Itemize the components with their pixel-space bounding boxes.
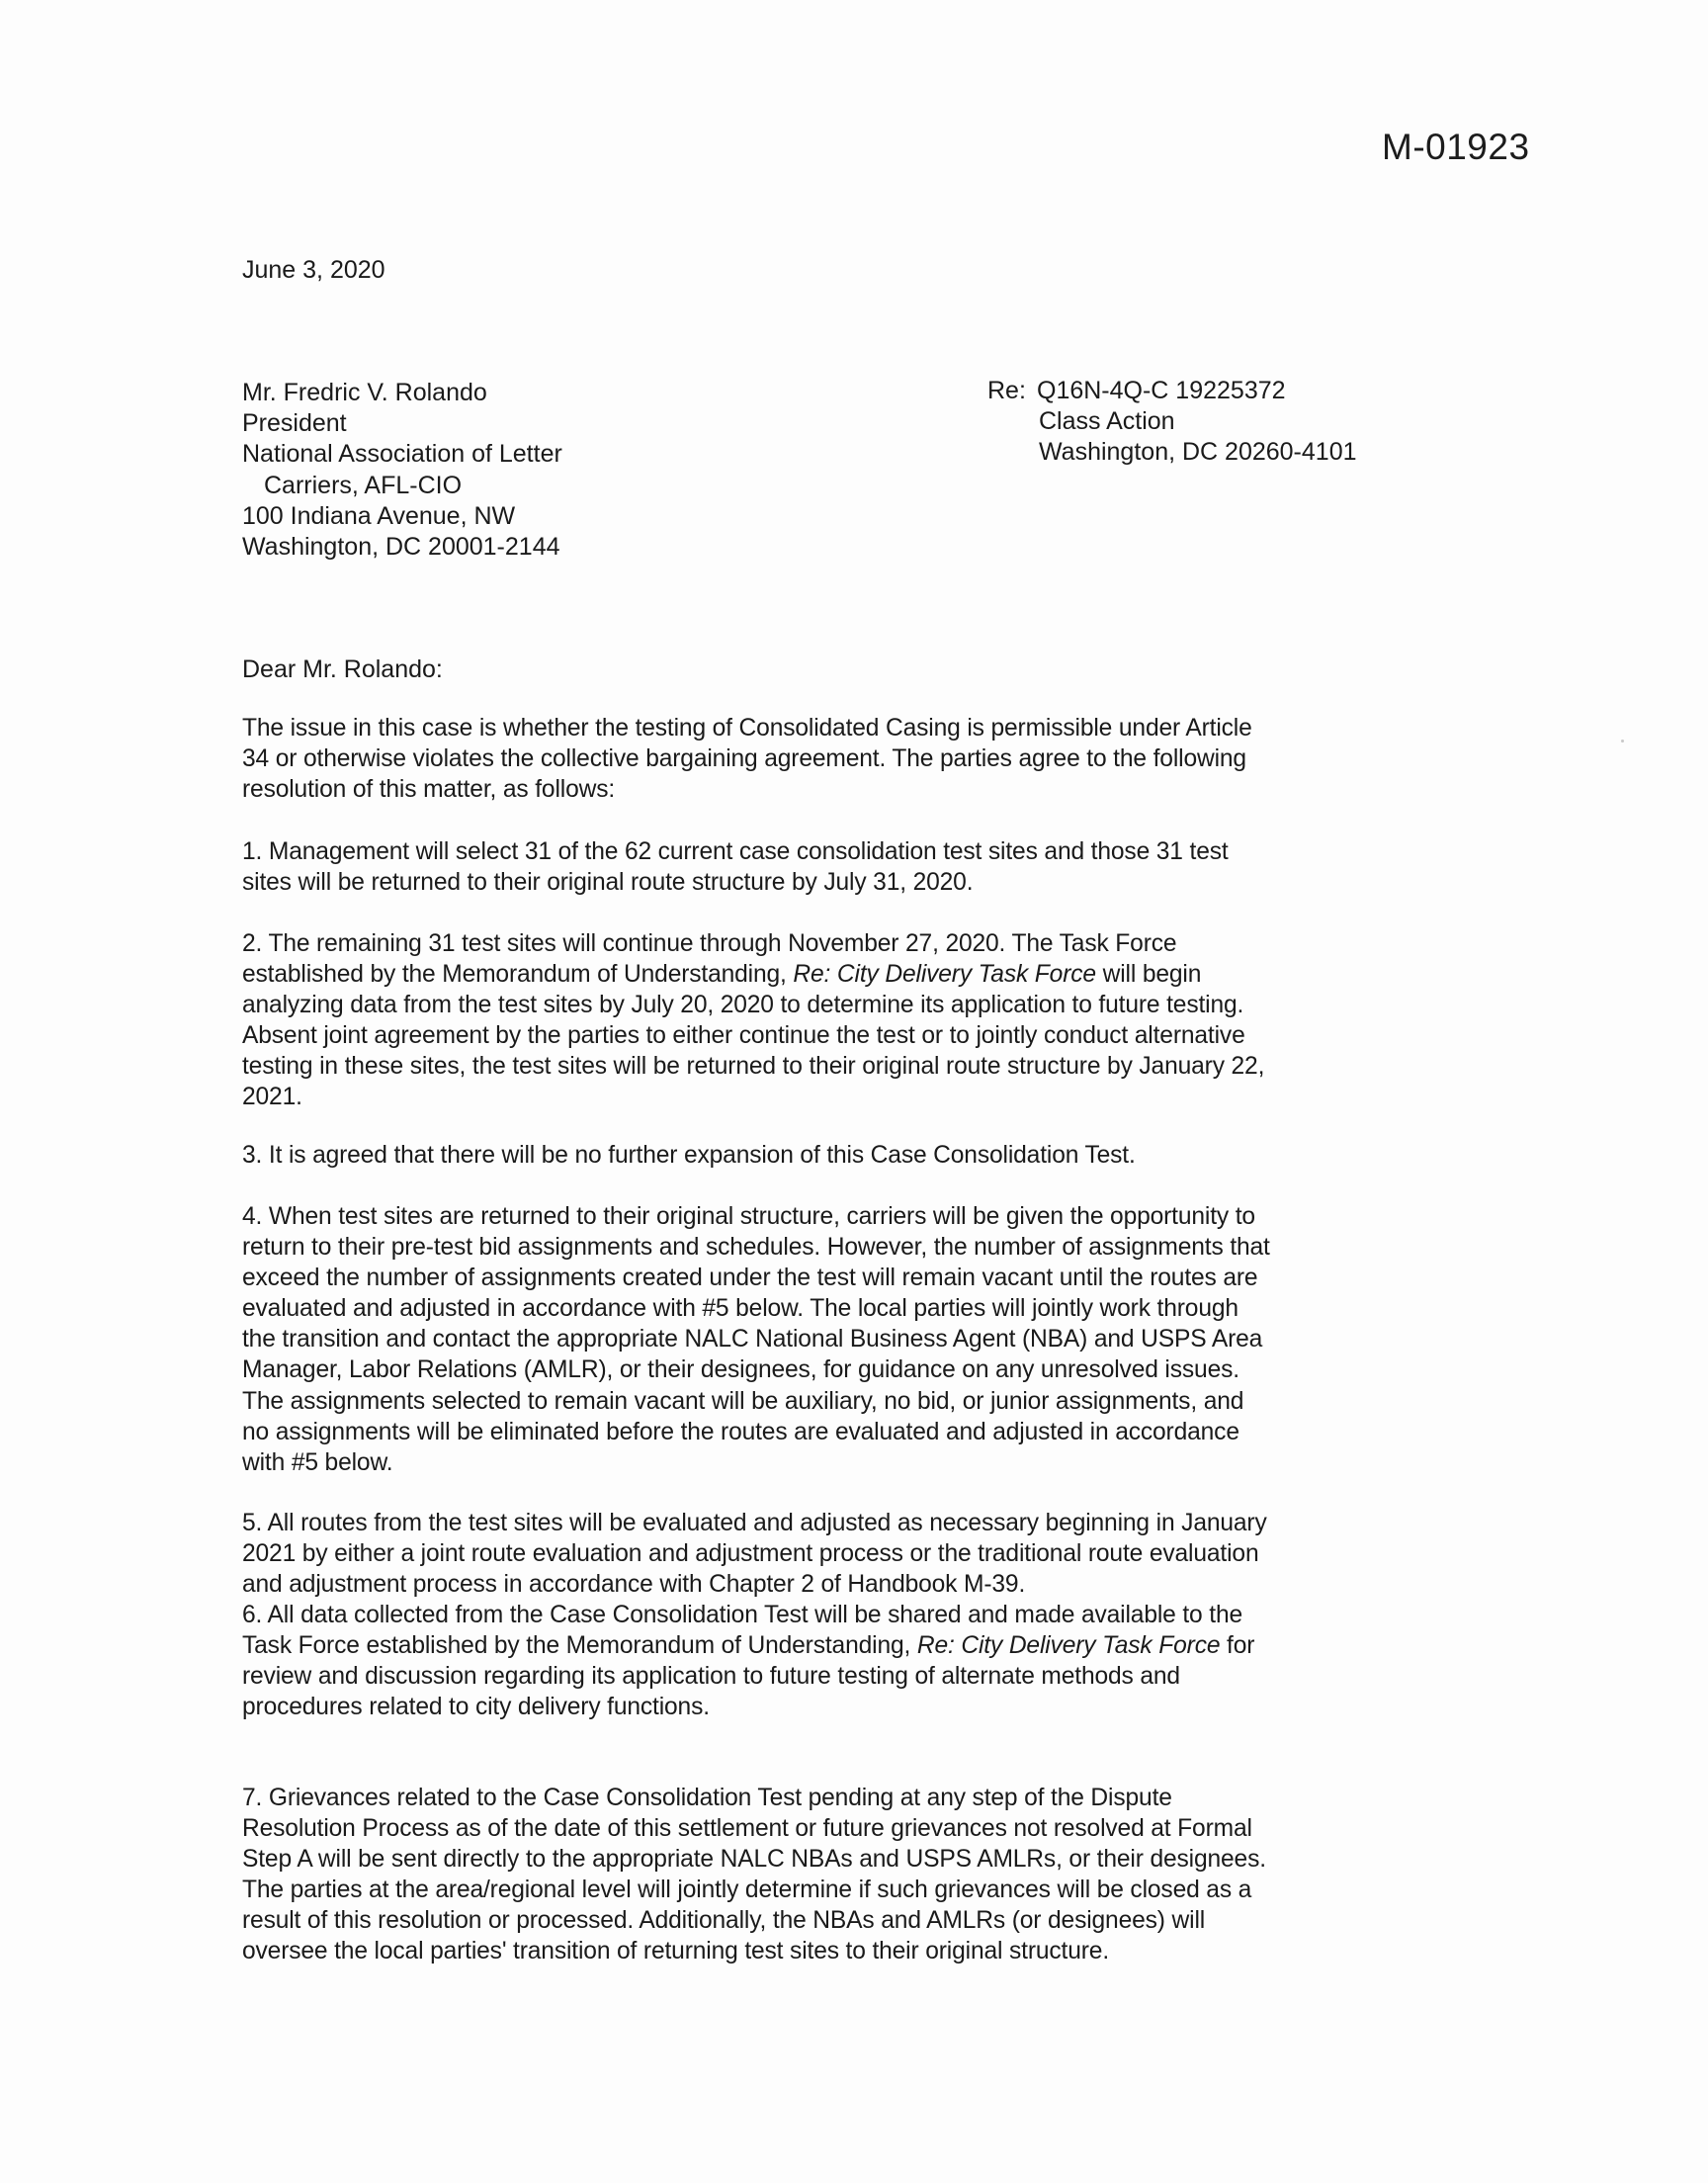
text-line: and adjustment process in accordance with Chapter 2 of Handbook M-39. (242, 1571, 1026, 1599)
text-line: exceed the number of assignments created under the test will remain vacant until the routes are (242, 1265, 1258, 1292)
text-line (242, 1630, 1453, 1661)
text-segment: established by the Memorandum of Understanding, (242, 961, 794, 989)
re-location: Washington, DC 20260-4101 (1039, 438, 1357, 466)
text-line: resolution of this matter, as follows: (242, 776, 616, 804)
salutation: Dear Mr. Rolando: (242, 655, 443, 683)
text-segment: Task Force established by the Memorandum of Understanding, (242, 1632, 917, 1660)
resolution-item-5 (242, 1508, 1453, 1600)
text-line: 2021. (242, 1084, 302, 1111)
text-line: 5. All routes from the test sites will be evaluated and adjusted as necessary beginning in January (242, 1510, 1267, 1536)
text-line: Manager, Labor Relations (AMLR), or their designees, for guidance on any unresolved issues. (242, 1356, 1239, 1384)
text-line: Step A will be sent directly to the appropriate NALC NBAs and USPS AMLRs, or their designees. (242, 1846, 1266, 1874)
text-line: oversee the local parties' transition of returning test sites to their original structure. (242, 1938, 1110, 1965)
text-line: The parties at the area/regional level will jointly determine if such grievances will be closed as a (242, 1877, 1252, 1904)
text-line: the transition and contact the appropriate NALC National Business Agent (NBA) and USPS Area (242, 1326, 1263, 1353)
text-line: 2021 by either a joint route evaluation and adjustment process or the traditional route evaluation (242, 1540, 1259, 1568)
recipient-street: 100 Indiana Avenue, NW (242, 501, 516, 530)
text-line: sites will be returned to their original route structure by July 31, 2020. (242, 869, 974, 897)
resolution-item-2 (242, 928, 1453, 1113)
text-line: 2. The remaining 31 test sites will continue through November 27, 2020. The Task Force (242, 930, 1177, 957)
re-type: Class Action (1039, 407, 1175, 435)
text-line: evaluated and adjusted in accordance with #5 below. The local parties will jointly work through (242, 1295, 1238, 1323)
text-line: review and discussion regarding its application to future testing of alternate methods and (242, 1663, 1180, 1691)
mou-title-italic: Re: City Delivery Task Force (793, 961, 1096, 989)
re-case-number: Q16N-4Q-C 19225372 (1037, 377, 1286, 404)
resolution-item-1 (242, 836, 1453, 898)
text-line: Resolution Process as of the date of this settlement or future grievances not resolved at Formal (242, 1815, 1252, 1843)
recipient-name: Mr. Fredric V. Rolando (242, 379, 487, 406)
resolution-item-3 (242, 1140, 1453, 1171)
recipient-title: President (242, 409, 347, 438)
text-line: 34 or otherwise violates the collective bargaining agreement. The parties agree to the following (242, 745, 1246, 773)
scan-speck (1621, 740, 1624, 742)
letter-date: June 3, 2020 (242, 256, 385, 284)
document-id: M-01923 (1382, 127, 1530, 167)
text-line: return to their pre-test bid assignments and schedules. However, the number of assignments that (242, 1234, 1270, 1262)
text-segment: will begin (1095, 961, 1202, 989)
text-segment: for (1220, 1632, 1255, 1660)
text-line: 7. Grievances related to the Case Consolidation Test pending at any step of the Dispute (242, 1785, 1172, 1811)
text-line (242, 959, 1453, 990)
recipient-org-line-1: National Association of Letter (242, 440, 562, 469)
text-line: procedures related to city delivery functions. (242, 1694, 710, 1721)
recipient-address (242, 378, 562, 563)
text-line: The issue in this case is whether the testing of Consolidated Casing is permissible under Article (242, 715, 1252, 742)
text-line: testing in these sites, the test sites will be returned to their original route structure by January 22, (242, 1053, 1265, 1081)
text-line: 3. It is agreed that there will be no further expansion of this Case Consolidation Test. (242, 1142, 1136, 1169)
text-line: The assignments selected to remain vacant will be auxiliary, no bid, or junior assignments, and (242, 1387, 1244, 1415)
resolution-item-7 (242, 1783, 1453, 1967)
intro-paragraph (242, 713, 1453, 805)
text-line: with #5 below. (242, 1448, 393, 1476)
text-line: 6. All data collected from the Case Consolidation Test will be shared and made available to the (242, 1602, 1243, 1628)
text-line: no assignments will be eliminated before the routes are evaluated and adjusted in accordance (242, 1418, 1239, 1445)
re-label: Re: (987, 377, 1026, 404)
resolution-item-4 (242, 1201, 1453, 1478)
re-block (987, 376, 1357, 468)
re-case-line (987, 376, 1357, 406)
text-line: analyzing data from the test sites by July 20, 2020 to determine its application to future testing. (242, 992, 1244, 1019)
mou-title-italic: Re: City Delivery Task Force (916, 1632, 1221, 1660)
text-line: 1. Management will select 31 of the 62 current case consolidation test sites and those 31 test (242, 838, 1229, 865)
recipient-city: Washington, DC 20001-2144 (242, 533, 560, 562)
resolution-item-6 (242, 1600, 1453, 1722)
recipient-org-line-2: Carriers, AFL-CIO (264, 471, 463, 499)
text-line: result of this resolution or processed. Additionally, the NBAs and AMLRs (or designees) will (242, 1907, 1206, 1935)
text-line: 4. When test sites are returned to their original structure, carriers will be given the opportunity to (242, 1203, 1255, 1230)
text-line: Absent joint agreement by the parties to either continue the test or to jointly conduct alternative (242, 1022, 1245, 1050)
